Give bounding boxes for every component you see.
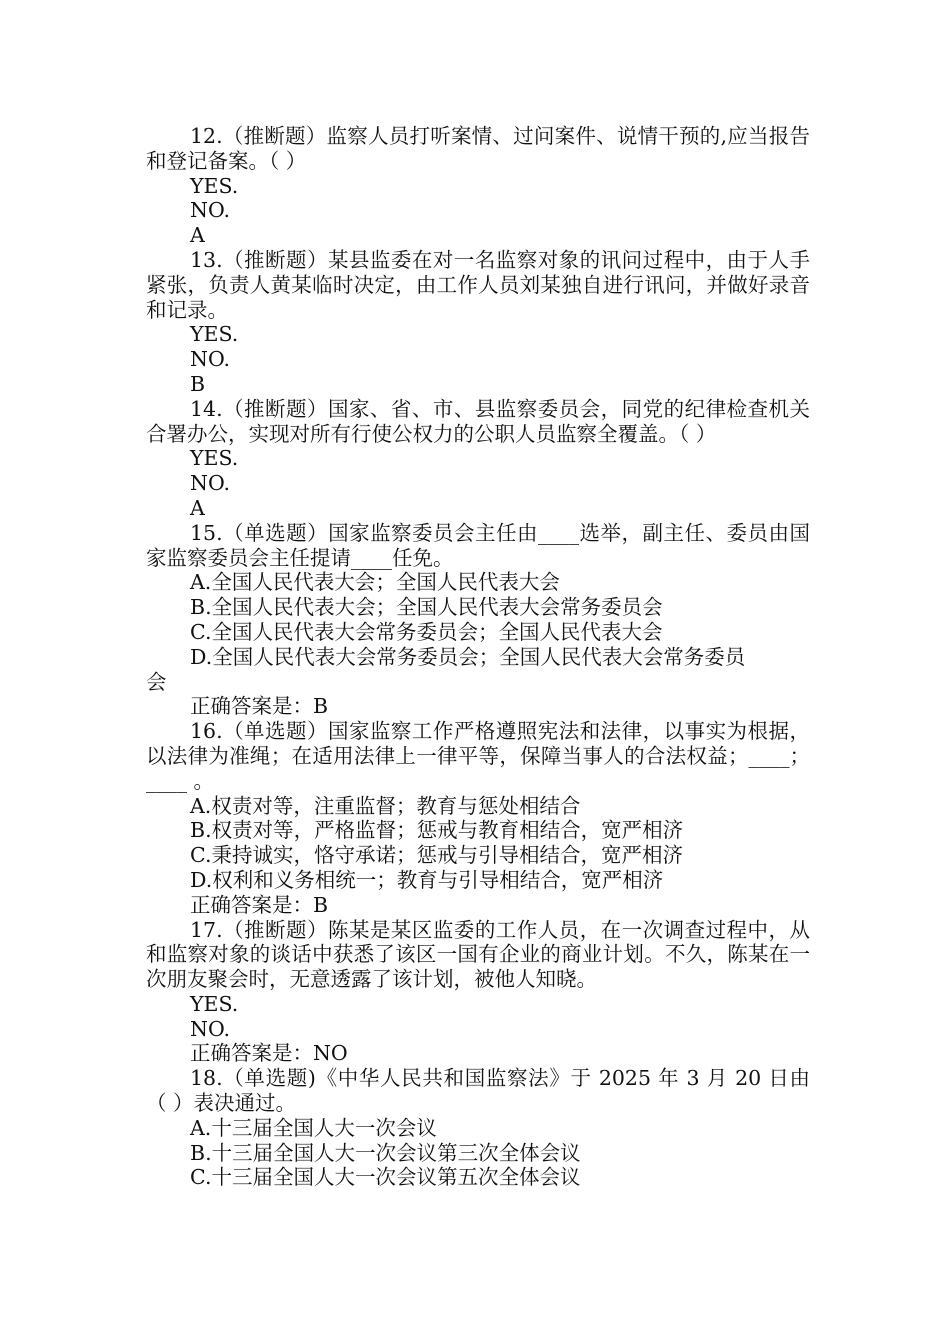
question-12-option-no: NO. <box>190 198 231 223</box>
question-15-answer: 正确答案是：B <box>190 694 329 719</box>
question-15-stem: 15.（单选题）国家监察委员会主任由____选举，副主任、委员由国家监察委员会主任提请____任免。 <box>146 520 810 570</box>
question-15-option-b: B.全国人民代表大会；全国人民代表大会常务委员会 <box>190 595 663 620</box>
question-17-option-no: NO. <box>190 1016 231 1041</box>
question-13-stem: 13.（推断题）某县监委在对一名监察对象的讯问过程中，由于人手紧张，负责人黄某临时决定，由工作人员刘某独自进行讯问，并做好录音和记录。 <box>146 247 810 322</box>
question-16-option-c: C.秉持诚实，恪守承诺；惩戒与引导相结合，宽严相济 <box>190 843 683 868</box>
question-12-option-yes: YES. <box>190 173 239 198</box>
question-14-option-no: NO. <box>190 471 231 496</box>
question-16-option-a: A.权责对等，注重监督；教育与惩处相结合 <box>190 793 581 818</box>
question-18-option-a: A.十三届全国人大一次会议 <box>190 1115 437 1140</box>
question-17-stem: 17.（推断题）陈某是某区监委的工作人员，在一次调查过程中，从和监察对象的谈话中获悉了该区一国有企业的商业计划。不久，陈某在一次朋友聚会时，无意透露了该计划，被他人知晓。 <box>146 917 810 992</box>
question-13-option-no: NO. <box>190 347 231 372</box>
question-14-answer: A <box>190 495 205 520</box>
question-12-answer: A <box>190 223 205 248</box>
question-15-option-a: A.全国人民代表大会；全国人民代表大会 <box>190 570 560 595</box>
question-16-stem: 16.（单选题）国家监察工作严格遵照宪法和法律，以事实为根据，以法律为准绳；在适用法律上一律平等，保障当事人的合法权益；____；____ 。 <box>146 719 810 793</box>
question-18-option-b: B.十三届全国人大一次会议第三次全体会议 <box>190 1140 581 1165</box>
question-16-option-d: D.权利和义务相统一；教育与引导相结合，宽严相济 <box>190 867 664 892</box>
question-14-option-yes: YES. <box>190 446 239 471</box>
question-16-option-b: B.权责对等，严格监督；惩戒与教育相结合，宽严相济 <box>190 818 684 843</box>
question-17-answer: 正确答案是：NO <box>190 1041 348 1066</box>
question-15-option-c: C.全国人民代表大会常务委员会；全国人民代表大会 <box>190 619 663 644</box>
question-17-option-yes: YES. <box>190 991 239 1016</box>
question-12-stem: 12.（推断题）监察人员打听案情、过问案件、说情干预的,应当报告和登记备案。（ ） <box>146 124 810 173</box>
question-15-option-d <box>146 645 810 695</box>
question-13-option-yes: YES. <box>190 322 239 347</box>
question-15-option-d-line1: D.全国人民代表大会常务委员会；全国人民代表大会常务委员 <box>190 644 746 669</box>
question-13-answer: B <box>190 371 206 396</box>
question-18-option-c: C.十三届全国人大一次会议第五次全体会议 <box>190 1165 581 1190</box>
question-15-option-d-line2: 会 <box>146 669 167 694</box>
question-14-stem: 14.（推断题）国家、省、市、县监察委员会，同党的纪律检查机关合署办公，实现对所有行使公权力的公职人员监察全覆盖。（ ） <box>146 396 810 446</box>
question-list <box>146 124 810 1190</box>
question-16-answer: 正确答案是：B <box>190 892 329 917</box>
question-18-stem: 18.（单选题)《中华人民共和国监察法》于 2025 年 3 月 20 日由（ ）表决通过。 <box>146 1066 810 1116</box>
